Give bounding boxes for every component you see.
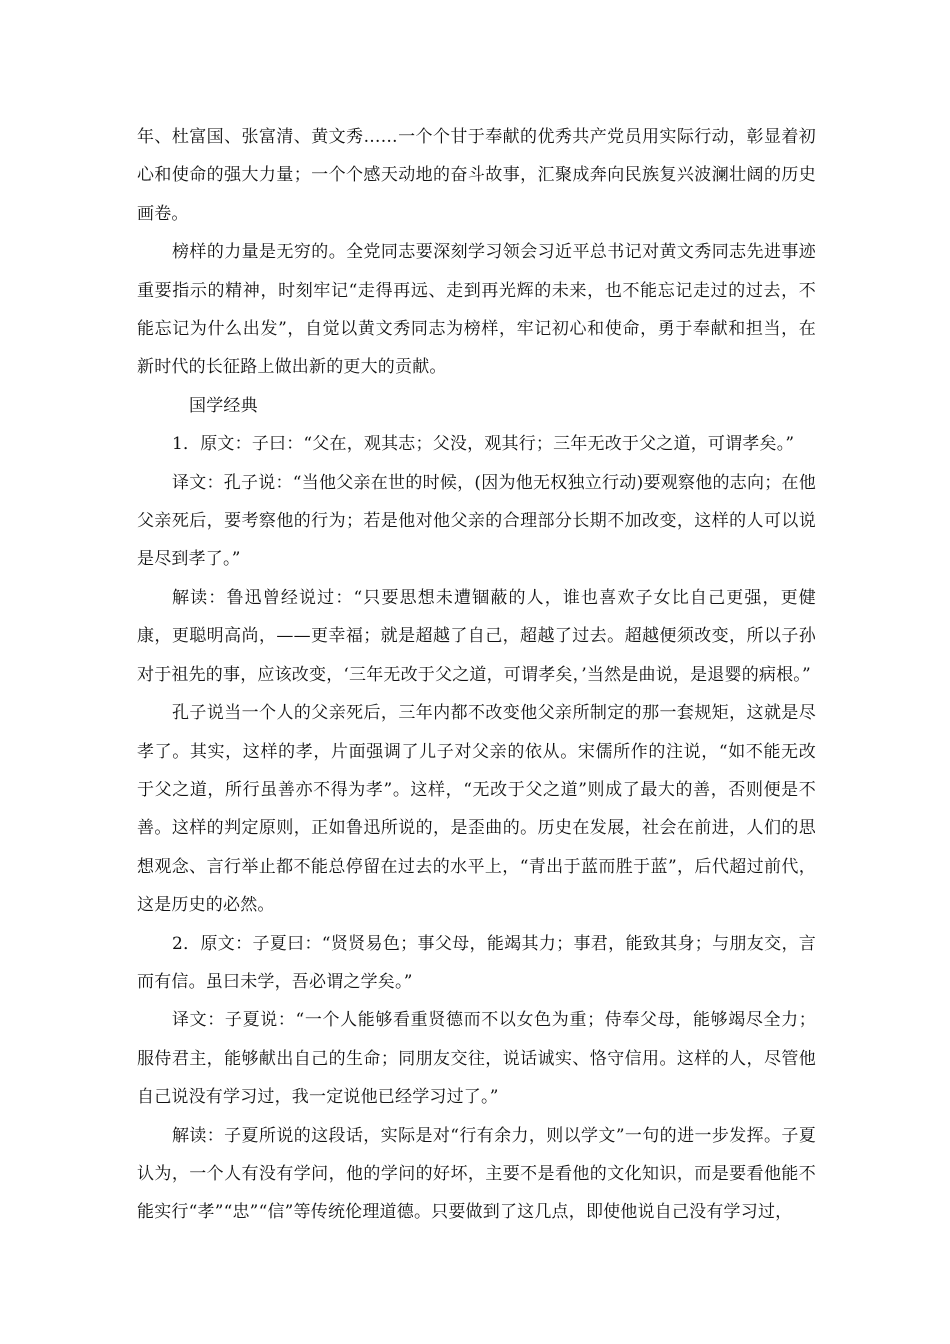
paragraph-original-1: 1．原文：子曰：“父在，观其志；父没，观其行；三年无改于父之道，可谓孝矣。”: [172, 434, 795, 455]
paragraph-power-of-example: 榜样的力量是无穷的。全党同志要深刻学习领会习近平总书记对黄文秀同志先进事迹重要指示的精神，时刻牢记“走得再远、走到再光辉的未来，也不能忘记走过的过去，不能忘记为什么出发”，自觉以黄文秀同志为榜样，牢记初心和使命，勇于奉献和担当，在新时代的长征路上做出新的更大的贡献。: [137, 242, 816, 378]
paragraph-original-2: 2．原文：子夏曰：“贤贤易色；事父母，能竭其力；事君，能致其身；与朋友交，言而有信。虽曰未学，吾必谓之学矣。”: [137, 933, 816, 992]
paragraph-commentary-1: 孔子说当一个人的父亲死后，三年内都不改变他父亲所制定的那一套规矩，这就是尽孝了。其实，这样的孝，片面强调了儿子对父亲的依从。宋儒所作的注说，“如不能无改于父之道，所行虽善亦不得为孝”。这样，“无改于父之道”则成了最大的善，否则便是不善。这样的判定原则，正如鲁迅所说的，是歪曲的。历史在发展，社会在前进，人们的思想观念、言行举止都不能总停留在过去的水平上，“青出于蓝而胜于蓝”，后代超过前代，这是历史的必然。: [137, 703, 816, 916]
paragraph-exemplars-continuation: 年、杜富国、张富清、黄文秀……一个个甘于奉献的优秀共产党员用实际行动，彰显着初心和使命的强大力量；一个个感天动地的奋斗故事，汇聚成奔向民族复兴波澜壮阔的历史画卷。: [137, 127, 816, 224]
paragraph-interpretation-1: 解读：鲁迅曾经说过：“只要思想未遭锢蔽的人，谁也喜欢子女比自己更强，更健康，更聪明高尚，——更幸福；就是超越了自己，超越了过去。超越便须改变，所以子孙对于祖先的事，应该改变，‘三年无改于父之道，可谓孝矣，’当然是曲说，是退婴的病根。”: [137, 587, 816, 685]
section-heading-classics: 国学经典: [189, 395, 258, 416]
paragraph-translation-1: 译文：孔子说：“当他父亲在世的时候，(因为他无权独立行动)要观察他的志向；在他父亲死后，要考察他的行为；若是他对他父亲的合理部分长期不加改变，这样的人可以说是尽到孝了。”: [137, 472, 816, 570]
paragraph-interpretation-2: 解读：子夏所说的这段话，实际是对“行有余力，则以学文”一句的进一步发挥。子夏认为，一个人有没有学问，他的学问的好坏，主要不是看他的文化知识，而是要看他能不能实行“孝”“忠”“信”等传统伦理道德。只要做到了这几点，即使他说自己没有学习过，: [137, 1125, 816, 1223]
paragraph-translation-2: 译文：子夏说：“一个人能够看重贤德而不以女色为重；侍奉父母，能够竭尽全力；服侍君主，能够献出自己的生命；同朋友交往，说话诚实、恪守信用。这样的人，尽管他自己说没有学习过，我一定说他已经学习过了。”: [137, 1010, 816, 1108]
document-body: [137, 118, 816, 1232]
